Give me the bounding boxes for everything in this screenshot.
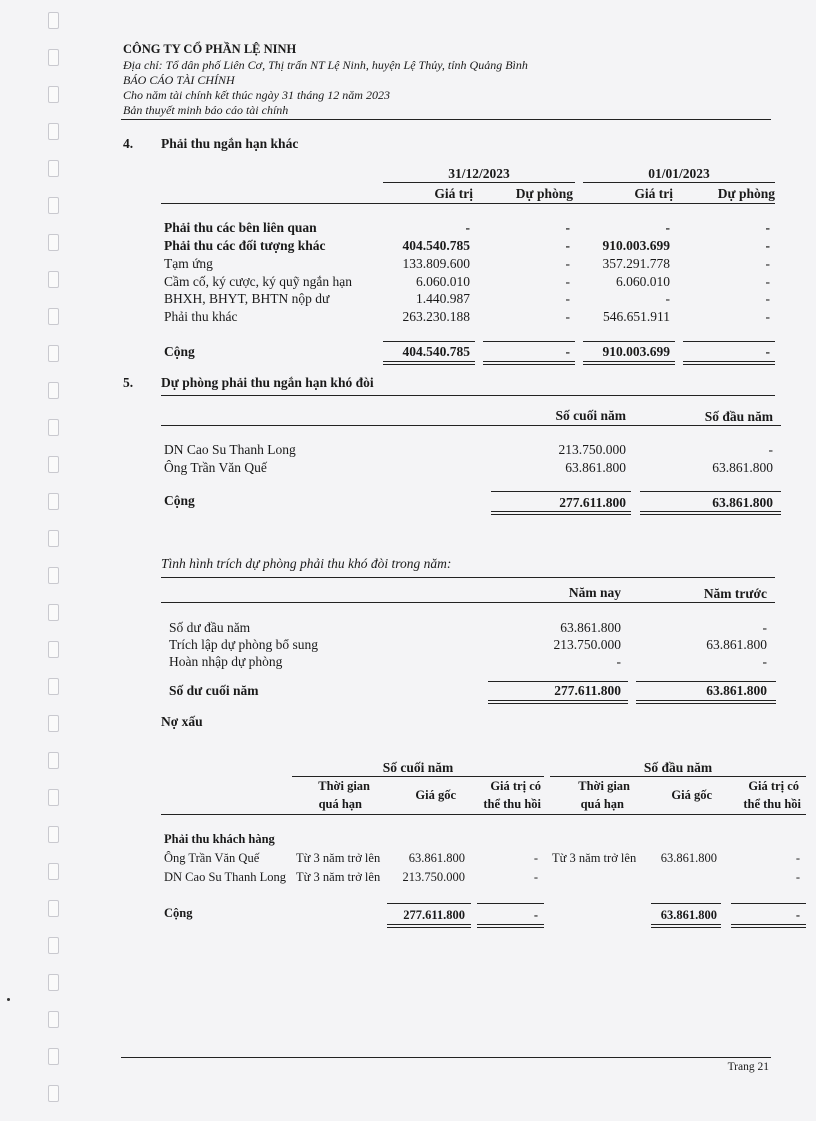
- row-value: 910.003.699: [602, 238, 670, 253]
- bad-debt-group-rule-1: [292, 776, 544, 777]
- row-label: Ông Trần Văn Quế: [164, 460, 267, 475]
- section-4-title: Phải thu ngắn hạn khác: [161, 136, 299, 151]
- row-prev: -: [762, 654, 767, 669]
- bd-col-cost-1: Giá gốc: [415, 788, 456, 802]
- bd-total-double-rule: [731, 924, 806, 928]
- page-number: Trang 21: [727, 1061, 769, 1073]
- header-rule: [121, 119, 771, 120]
- s5-title-rule: [161, 395, 775, 396]
- row-cost: 63.861.800: [408, 851, 465, 865]
- s5-total-rule-top: [491, 491, 631, 492]
- bd-total-rule-top: [651, 903, 721, 904]
- row-provision: -: [565, 309, 570, 324]
- row-time: Từ 3 năm trở lên: [552, 851, 637, 865]
- row-value: 357.291.778: [602, 256, 670, 271]
- s4-total-double-rule: [683, 361, 775, 365]
- movement-title: Tình hình trích dự phòng phải thu khó đòi trong năm:: [161, 556, 452, 571]
- s5-col-begin: Số đầu năm: [704, 409, 773, 424]
- s4-col-value-2: Giá trị: [634, 186, 673, 201]
- bd-col-recov-1a: Giá trị có: [490, 779, 541, 793]
- row-time: Từ 3 năm trở lên: [296, 870, 381, 884]
- row-value: -: [665, 220, 670, 235]
- row-provision: -: [565, 238, 570, 253]
- company-address: Địa chỉ: Tổ dân phố Liên Cơ, Thị trấn NT Lệ Ninh, huyện Lệ Thủy, tỉnh Quảng Bình: [123, 58, 528, 72]
- row-label: Phải thu khác: [164, 309, 238, 324]
- bd-total-rule-top: [731, 903, 806, 904]
- row-value: -: [665, 291, 670, 306]
- bd-col-time-2b: quá hạn: [580, 797, 624, 811]
- s4-header-rule: [161, 203, 775, 204]
- company-name: CÔNG TY CỔ PHẦN LỆ NINH: [123, 42, 297, 56]
- row-end: 63.861.800: [565, 460, 626, 475]
- report-notes: Bản thuyết minh báo cáo tài chính: [123, 103, 289, 117]
- section-4-number: 4.: [123, 136, 134, 151]
- total-label: Cộng: [164, 906, 193, 920]
- bd-col-recov-2a: Giá trị có: [748, 779, 799, 793]
- row-value: 1.440.987: [416, 291, 470, 306]
- row-value: 6.060.010: [416, 274, 470, 289]
- row-provision: -: [565, 256, 570, 271]
- total-this: 277.611.800: [554, 683, 621, 698]
- row-value: 263.230.188: [402, 309, 470, 324]
- bd-col-cost-2: Giá gốc: [671, 788, 712, 802]
- movement-total-double-rule: [636, 700, 776, 704]
- total-cost: 277.611.800: [403, 908, 465, 922]
- row-value: 133.809.600: [402, 256, 470, 271]
- row-provision: -: [565, 220, 570, 235]
- bd-total-rule-top: [477, 903, 544, 904]
- bd-total-double-rule: [651, 924, 721, 928]
- total-provision: -: [565, 344, 570, 359]
- bd-col-recov-1b: thể thu hồi: [483, 797, 541, 811]
- row-recoverable: -: [533, 870, 538, 884]
- s4-total-rule-top: [583, 341, 675, 342]
- row-value: 6.060.010: [616, 274, 670, 289]
- row-provision: -: [765, 291, 770, 306]
- s4-col-provision-1: Dự phòng: [515, 186, 573, 201]
- row-end: 213.750.000: [558, 442, 626, 457]
- footer-rule: [121, 1057, 771, 1058]
- row-value: -: [465, 220, 470, 235]
- s5-col-end: Số cuối năm: [555, 408, 626, 423]
- bad-debt-title: Nợ xấu: [161, 714, 203, 729]
- row-label: Trích lập dự phòng bổ sung: [169, 637, 318, 652]
- bad-debt-header-rule: [161, 814, 806, 815]
- report-title: BÁO CÁO TÀI CHÍNH: [123, 73, 235, 87]
- s4-total-double-rule: [583, 361, 675, 365]
- bd-col-time-1a: Thời gian: [318, 779, 370, 793]
- total-provision: -: [765, 344, 770, 359]
- s4-col-provision-2: Dự phòng: [717, 186, 775, 201]
- row-label: Tạm ứng: [164, 256, 213, 271]
- row-label: DN Cao Su Thanh Long: [164, 870, 286, 884]
- total-recoverable: -: [533, 908, 538, 922]
- row-this: -: [616, 654, 621, 669]
- scan-speck: [7, 998, 10, 1001]
- row-provision: -: [565, 291, 570, 306]
- movement-total-rule-top: [636, 681, 776, 682]
- s4-total-rule-top: [683, 341, 775, 342]
- row-label: BHXH, BHYT, BHTN nộp dư: [164, 291, 330, 306]
- row-provision: -: [565, 274, 570, 289]
- bad-debt-group-rule-2: [550, 776, 806, 777]
- movement-total-double-rule: [488, 700, 628, 704]
- row-label: Hoàn nhập dự phòng: [169, 654, 283, 669]
- movement-total-rule-top: [488, 681, 628, 682]
- row-recoverable: -: [795, 870, 800, 884]
- total-prev: 63.861.800: [706, 683, 767, 698]
- row-value: 546.651.911: [603, 309, 670, 324]
- row-provision: -: [765, 256, 770, 271]
- bd-col-time-2a: Thời gian: [578, 779, 630, 793]
- total-begin: 63.861.800: [712, 495, 773, 510]
- total-end: 277.611.800: [559, 495, 626, 510]
- row-provision: -: [765, 220, 770, 235]
- row-this: 63.861.800: [560, 620, 621, 635]
- s5-total-rule-top: [640, 491, 781, 492]
- row-begin: -: [768, 442, 773, 457]
- bd-section-label: Phải thu khách hàng: [164, 832, 275, 846]
- total-value: 404.540.785: [402, 344, 470, 359]
- row-recoverable: -: [533, 851, 538, 865]
- s4-date-rule-2: [583, 182, 775, 183]
- s4-date-current: 31/12/2023: [448, 166, 510, 181]
- row-provision: -: [765, 238, 770, 253]
- s4-col-value-1: Giá trị: [434, 186, 473, 201]
- row-label: Ông Trần Văn Quế: [164, 851, 260, 865]
- section-5-number: 5.: [123, 375, 134, 390]
- row-cost: 63.861.800: [660, 851, 717, 865]
- s4-total-double-rule: [483, 361, 575, 365]
- row-this: 213.750.000: [553, 637, 621, 652]
- s4-total-rule-top: [483, 341, 575, 342]
- movement-header-rule: [161, 602, 775, 603]
- total-label: Cộng: [164, 493, 195, 508]
- s4-date-previous: 01/01/2023: [648, 166, 710, 181]
- row-begin: 63.861.800: [712, 460, 773, 475]
- s5-total-double-rule: [640, 511, 781, 515]
- total-recoverable: -: [795, 908, 800, 922]
- row-prev: -: [762, 620, 767, 635]
- row-label: Phải thu các bên liên quan: [164, 220, 317, 235]
- bad-debt-group-begin: Số đầu năm: [643, 760, 713, 775]
- row-prev: 63.861.800: [706, 637, 767, 652]
- s5-total-double-rule: [491, 511, 631, 515]
- row-recoverable: -: [795, 851, 800, 865]
- total-cost: 63.861.800: [660, 908, 717, 922]
- row-label: DN Cao Su Thanh Long: [164, 442, 296, 457]
- movement-title-rule: [161, 577, 775, 578]
- movement-col-prev: Năm trước: [703, 586, 767, 601]
- row-label: Cầm cố, ký cược, ký quỹ ngắn hạn: [164, 274, 353, 289]
- total-label: Số dư cuối năm: [169, 683, 259, 698]
- row-provision: -: [765, 274, 770, 289]
- bd-total-double-rule: [477, 924, 544, 928]
- section-5-title: Dự phòng phải thu ngắn hạn khó đòi: [161, 375, 374, 390]
- bd-col-recov-2b: thể thu hồi: [743, 797, 801, 811]
- row-label: Phải thu các đối tượng khác: [164, 238, 326, 253]
- total-label: Cộng: [164, 344, 195, 359]
- row-provision: -: [765, 309, 770, 324]
- s4-total-double-rule: [383, 361, 475, 365]
- report-period: Cho năm tài chính kết thúc ngày 31 tháng 12 năm 2023: [123, 88, 390, 102]
- row-label: Số dư đầu năm: [169, 620, 251, 635]
- row-cost: 213.750.000: [402, 870, 465, 884]
- s4-date-rule-1: [383, 182, 575, 183]
- s4-total-rule-top: [383, 341, 475, 342]
- s5-header-rule: [161, 425, 781, 426]
- bd-total-rule-top: [387, 903, 471, 904]
- row-time: Từ 3 năm trở lên: [296, 851, 381, 865]
- bd-total-double-rule: [387, 924, 471, 928]
- movement-col-this: Năm nay: [568, 585, 621, 600]
- bd-col-time-1b: quá hạn: [318, 797, 362, 811]
- bad-debt-group-end: Số cuối năm: [382, 760, 454, 775]
- row-value: 404.540.785: [402, 238, 470, 253]
- total-value: 910.003.699: [602, 344, 670, 359]
